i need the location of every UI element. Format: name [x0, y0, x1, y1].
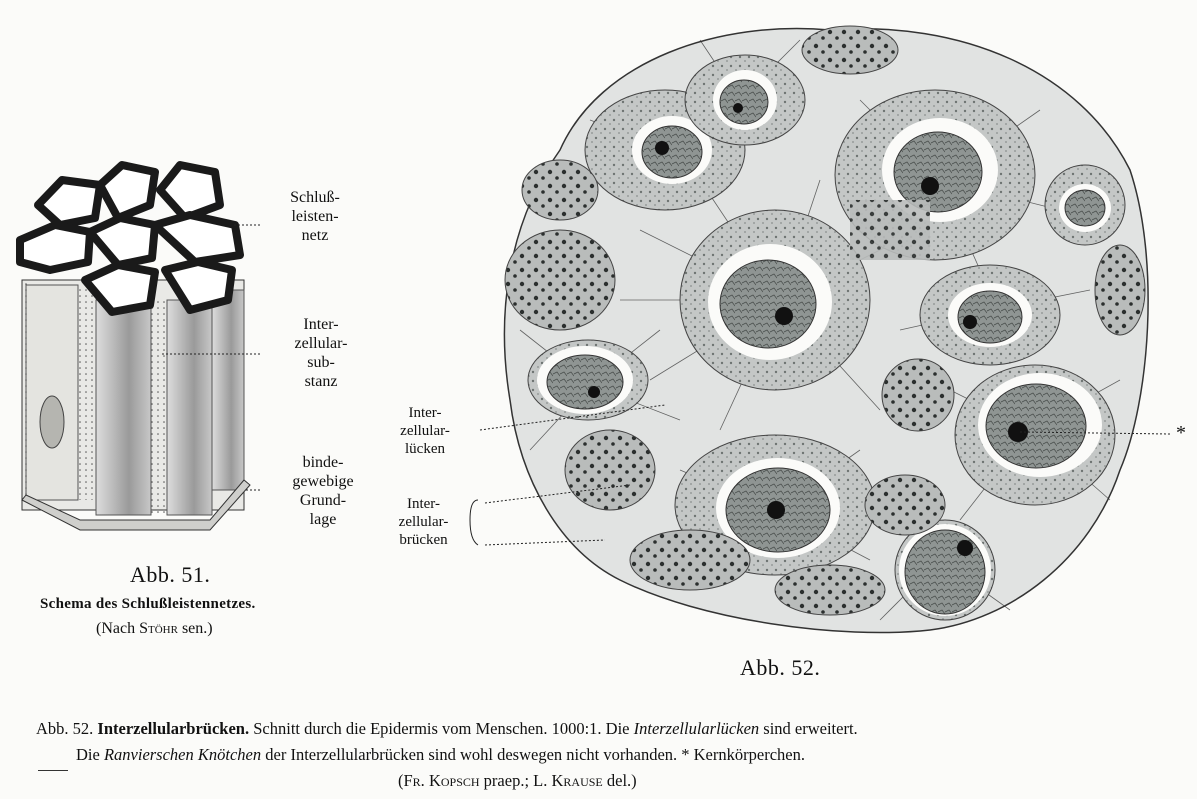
fig51-title: Schema des Schlußleistennetzes. — [40, 596, 256, 612]
label-interzellularbruecken: Inter- zellular- brücken — [398, 496, 449, 548]
caption-line-2: Die Ranvierschen Knötchen der Interzellularbrücken sind wohl deswegen nicht vorhanden. * Kernkörperchen. — [76, 745, 805, 764]
cell-columns — [22, 280, 250, 530]
author-krause: Krause — [551, 771, 603, 790]
author-stoehr: Stöhr — [139, 620, 178, 637]
cell-nucleus — [40, 396, 64, 448]
label-schlussleistennetz: Schluß- leisten- netz — [290, 189, 340, 244]
fig51-number: Abb. 51. — [130, 562, 211, 587]
fig51-drawing — [0, 0, 260, 540]
fig51-credit: (Nach Stöhr sen.) — [96, 620, 213, 637]
star-marker: * — [1176, 422, 1186, 444]
label-interzellularsubstanz: Inter- zellular- sub- stanz — [294, 316, 348, 390]
label-bindegewebige-grundlage: binde- gewebige Grund- lage — [292, 454, 354, 528]
author-kopsch: Kopsch — [428, 771, 480, 790]
caption-line-1: Abb. 52. Interzellularbrücken. Schnitt durch die Epidermis vom Menschen. 1000:1. Die Interzellularlücken sind erweitert. — [36, 719, 858, 738]
intercellular-bridges — [520, 40, 1120, 620]
epidermal-cells — [505, 26, 1145, 620]
epidermis-section — [504, 29, 1148, 633]
fig52-number: Abb. 52. — [740, 655, 821, 680]
margin-mark — [38, 770, 68, 772]
caption-line-3: (Fr. Kopsch praep.; L. Krause del.) — [398, 771, 637, 790]
label-interzellularluecken: Inter- zellular- lücken — [400, 405, 450, 457]
